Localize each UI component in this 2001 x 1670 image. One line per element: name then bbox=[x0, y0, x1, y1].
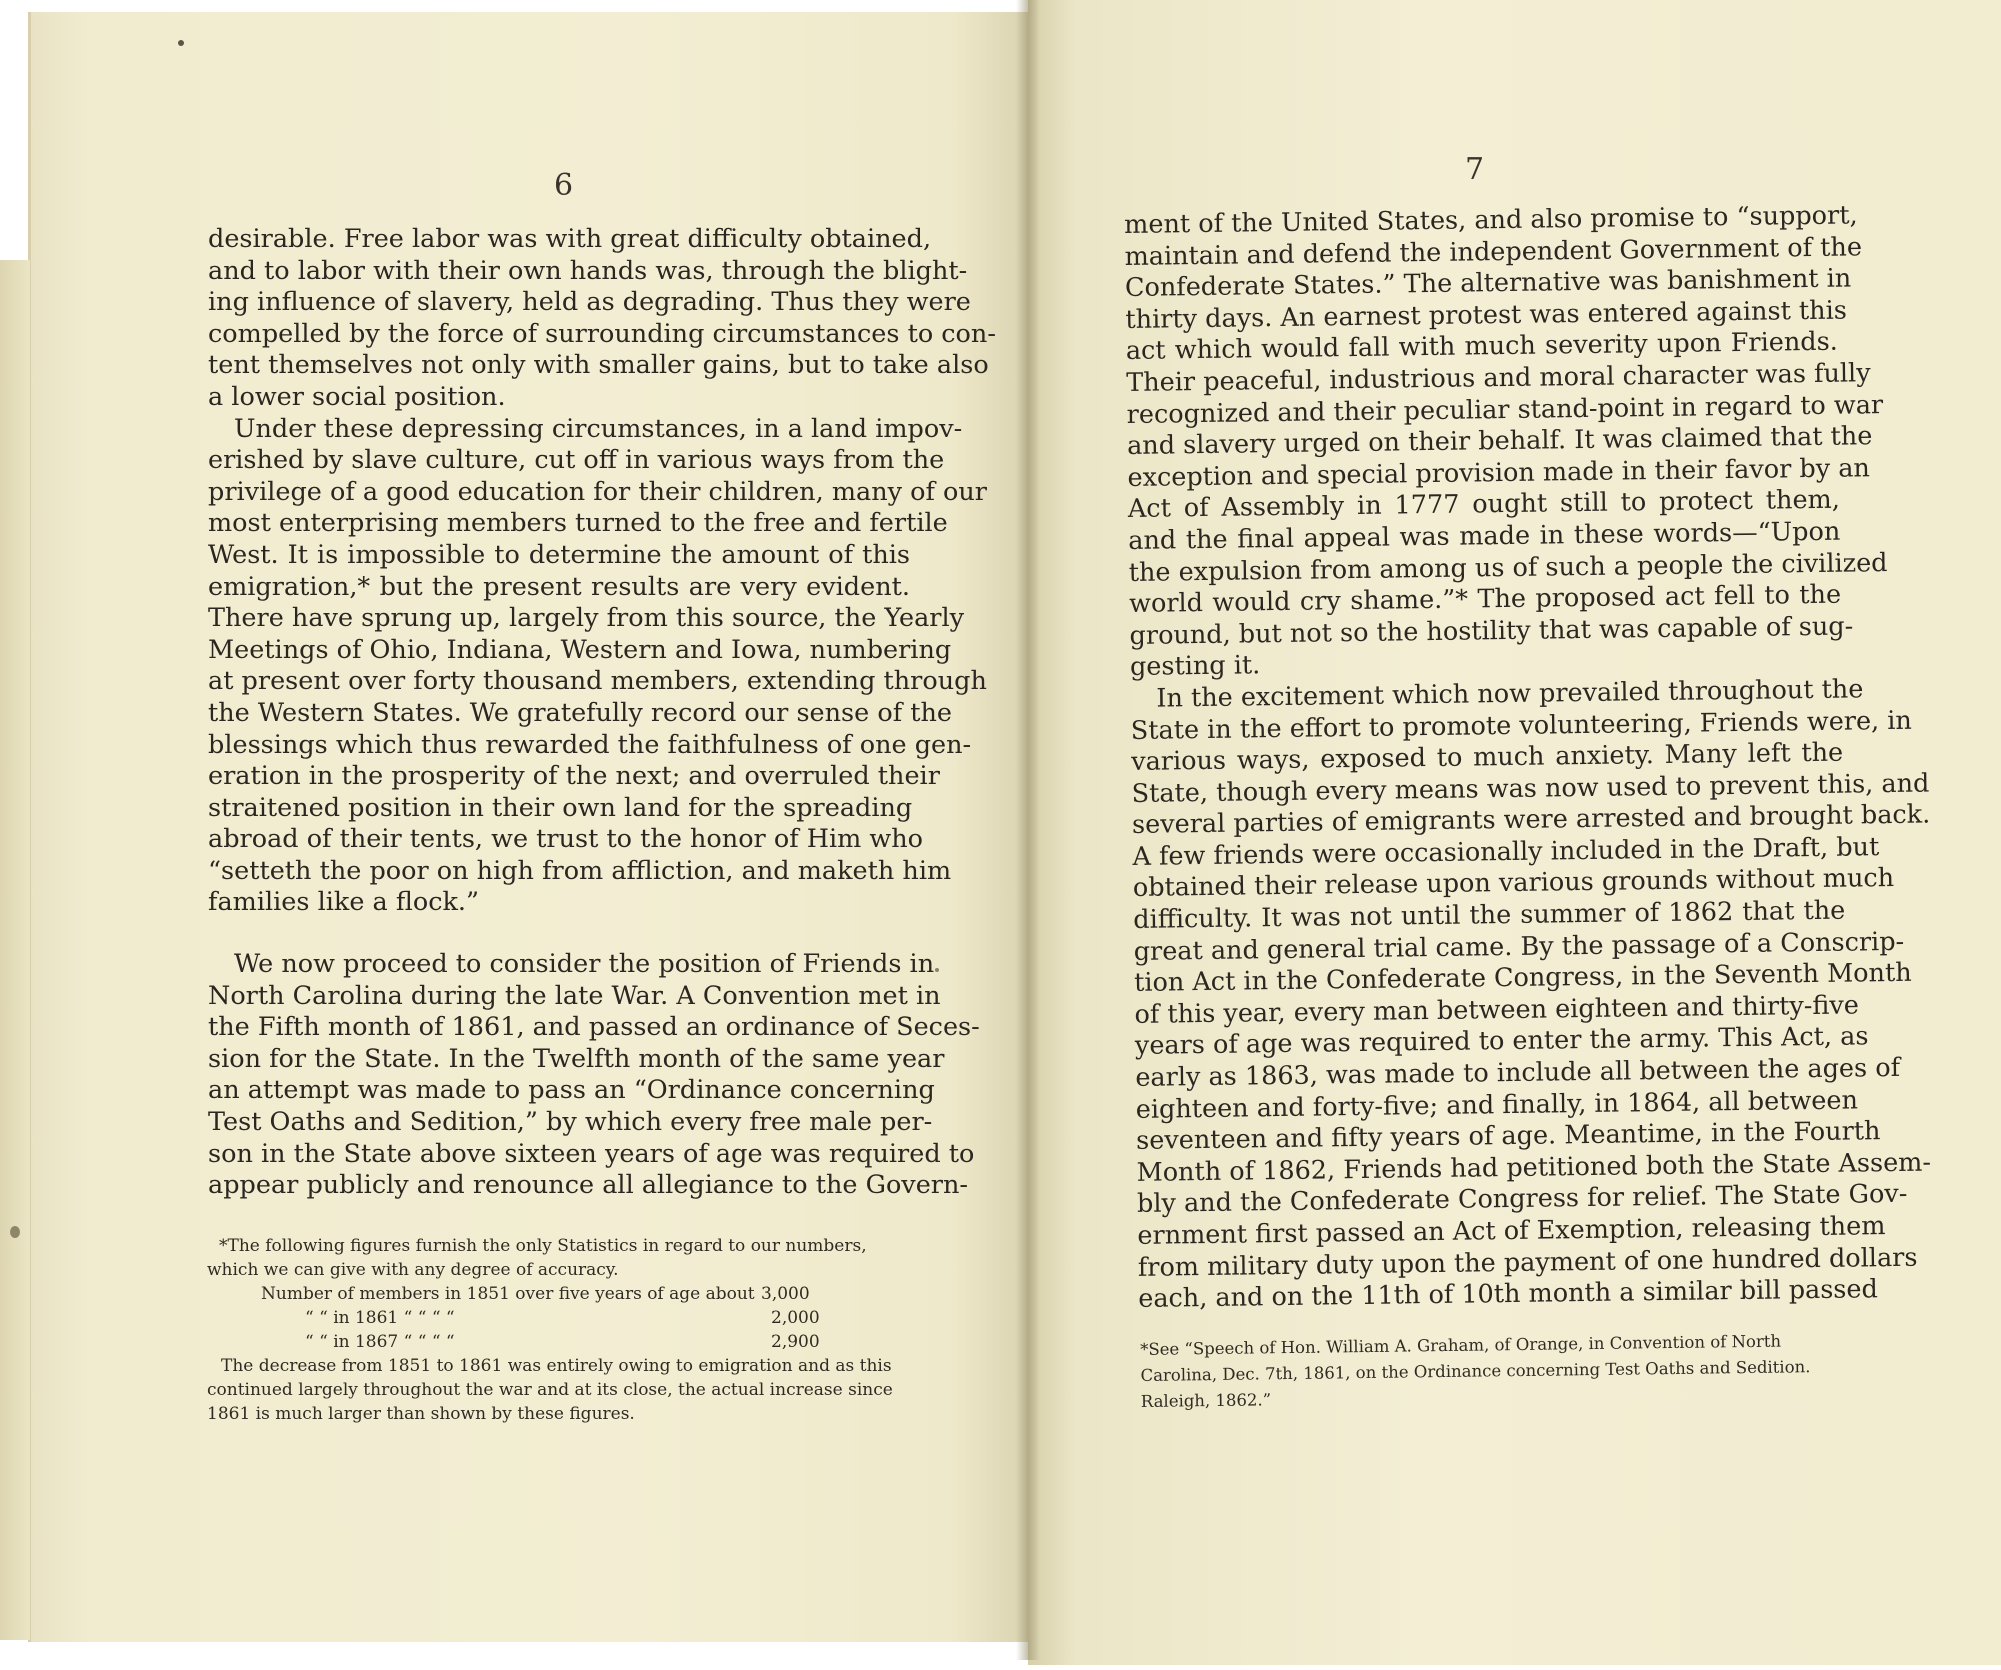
left-footnote bbox=[207, 1234, 913, 1426]
paragraph bbox=[208, 413, 987, 920]
text-line: eighteen and forty-five; and finally, in 1864, all between bbox=[1135, 1085, 1859, 1125]
text-line: great and general trial came. By the passage of a Conscrip- bbox=[1133, 926, 1905, 967]
text-line: early as 1863, was made to include all between the ages of bbox=[1135, 1052, 1901, 1093]
text-line: families like a flock.” bbox=[208, 887, 480, 918]
text-line: compelled by the force of surrounding circumstances to con- bbox=[208, 318, 996, 349]
footnote-line: The decrease from 1851 to 1861 was entirely owing to emigration and as this bbox=[221, 1356, 892, 1376]
text-line: There have sprung up, largely from this source, the Yearly bbox=[208, 603, 965, 634]
text-line: of this year, every man between eighteen and thirty-five bbox=[1134, 990, 1860, 1030]
text-line: ment of the United States, and also promise to “support, bbox=[1124, 200, 1858, 240]
statistics-row bbox=[305, 1306, 913, 1330]
text-line: bly and the Confederate Congress for relief. The State Gov- bbox=[1136, 1179, 1908, 1220]
statistics-label: “ “ in 1867 “ “ “ “ bbox=[305, 1332, 455, 1352]
text-line: obtained their release upon various grounds without much bbox=[1132, 863, 1895, 904]
left-body-text bbox=[208, 224, 996, 1202]
text-line: difficulty. It was not until the summer of 1862 that the bbox=[1133, 895, 1846, 936]
footnote-line: which we can give with any degree of accuracy. bbox=[207, 1260, 619, 1280]
text-line: In the excitement which now prevailed throughout the bbox=[1156, 674, 1864, 714]
text-line: Test Oaths and Sedition,” by which every free male per- bbox=[208, 1107, 933, 1138]
text-line: the Western States. We gratefully record our sense of the bbox=[208, 697, 952, 728]
text-line: North Carolina during the late War. A Convention met in bbox=[208, 980, 941, 1011]
text-line: sion for the State. In the Twelfth month of the same year bbox=[208, 1043, 945, 1074]
footnote-line: *The following figures furnish the only Statistics in regard to our numbers, bbox=[219, 1236, 867, 1256]
text-line: Under these depressing circumstances, in a land impov- bbox=[234, 413, 963, 444]
page-number-left: 6 bbox=[554, 168, 574, 203]
footnote-line: *See “Speech of Hon. William A. Graham, of Orange, in Convention of North bbox=[1140, 1331, 1782, 1359]
text-line: emigration,* but the present results are very evident. bbox=[208, 571, 910, 602]
text-line: the Fifth month of 1861, and passed an ordinance of Seces- bbox=[208, 1012, 980, 1043]
ink-speck bbox=[10, 1226, 20, 1238]
text-line: gesting it. bbox=[1129, 650, 1261, 683]
right-body-text bbox=[1124, 200, 1932, 1316]
text-line: several parties of emigrants were arrested and brought back. bbox=[1131, 799, 1931, 841]
paragraph bbox=[208, 224, 996, 414]
text-line: blessings which thus rewarded the faithfulness of one gen- bbox=[208, 729, 972, 760]
text-line: exception and special provision made in their favor by an bbox=[1127, 453, 1871, 493]
text-line: privilege of a good education for their children, many of our bbox=[208, 476, 987, 507]
text-line: world would cry shame.”* The proposed act fell to the bbox=[1128, 579, 1842, 620]
statistics-label: Number of members in 1851 over five years of age about bbox=[261, 1284, 755, 1304]
ink-speck bbox=[935, 968, 939, 972]
page-edge bbox=[0, 260, 30, 1640]
text-line: abroad of their tents, we trust to the honor of Him who bbox=[208, 824, 924, 855]
ink-speck bbox=[178, 40, 184, 46]
text-line: years of age was required to enter the army. This Act, as bbox=[1134, 1021, 1869, 1062]
statistics-value: 2,000 bbox=[771, 1308, 820, 1328]
text-line: seventeen and fifty years of age. Meantime, in the Fourth bbox=[1135, 1116, 1881, 1157]
text-line: A few friends were occasionally included in the Draft, but bbox=[1132, 832, 1880, 872]
footnote-line: Raleigh, 1862.” bbox=[1140, 1390, 1272, 1411]
text-line: most enterprising members turned to the free and fertile bbox=[208, 508, 948, 539]
text-line: tent themselves not only with smaller gains, but to take also bbox=[208, 350, 989, 381]
paragraph bbox=[1130, 674, 1932, 1316]
text-line: ing influence of slavery, held as degrading. Thus they were bbox=[208, 287, 971, 318]
text-line: at present over forty thousand members, extending through bbox=[208, 666, 987, 697]
text-line: Their peaceful, industrious and moral character was fully bbox=[1126, 358, 1871, 398]
text-line: erished by slave culture, cut off in various ways from the bbox=[208, 445, 945, 476]
text-line: a lower social position. bbox=[208, 381, 506, 412]
text-line: straitened position in their own land for the spreading bbox=[208, 792, 913, 823]
footnote-line: 1861 is much larger than shown by these figures. bbox=[207, 1404, 635, 1424]
paragraph bbox=[1124, 200, 1888, 684]
text-line: recognized and their peculiar stand-point in regard to war bbox=[1126, 389, 1884, 430]
text-line: appear publicly and renounce all allegiance to the Govern- bbox=[208, 1170, 969, 1201]
text-line: ernment first passed an Act of Exemption, releasing them bbox=[1137, 1211, 1886, 1251]
footnote-line: Carolina, Dec. 7th, 1861, on the Ordinance concerning Test Oaths and Sedition. bbox=[1140, 1357, 1811, 1385]
statistics-row bbox=[261, 1282, 913, 1306]
statistics-row bbox=[305, 1330, 913, 1354]
text-line: son in the State above sixteen years of age was required to bbox=[208, 1138, 975, 1169]
text-line: and to labor with their own hands was, through the blight- bbox=[208, 255, 968, 286]
text-line: We now proceed to consider the position of Friends in bbox=[234, 949, 935, 980]
text-line: Month of 1862, Friends had petitioned both the State Assem- bbox=[1136, 1147, 1932, 1188]
text-line: the expulsion from among us of such a people the civilized bbox=[1128, 547, 1888, 588]
text-line: eration in the prosperity of the next; and overruled their bbox=[208, 761, 940, 792]
statistics-value: 3,000 bbox=[761, 1284, 810, 1304]
paragraph bbox=[208, 949, 980, 1202]
text-line: and the final appeal was made in these words—“Upon bbox=[1128, 516, 1841, 556]
text-line: each, and on the 11th of 10th month a similar bill passed bbox=[1138, 1274, 1879, 1315]
text-line: maintain and defend the independent Government of the bbox=[1124, 231, 1863, 272]
page-number-right: 7 bbox=[1465, 152, 1485, 187]
text-line: State in the effort to promote volunteering, Friends were, in bbox=[1130, 705, 1913, 746]
text-line: desirable. Free labor was with great difficulty obtained, bbox=[208, 224, 932, 254]
text-line: Act of Assembly in 1777 ought still to protect them, bbox=[1127, 484, 1841, 525]
footnote-line: continued largely throughout the war and at its close, the actual increase since bbox=[207, 1380, 893, 1400]
statistics-value: 2,900 bbox=[771, 1332, 820, 1352]
book-gutter bbox=[1016, 0, 1040, 1660]
text-line: an attempt was made to pass an “Ordinance concerning bbox=[208, 1075, 935, 1106]
statistics-label: “ “ in 1861 “ “ “ “ bbox=[305, 1308, 455, 1328]
text-line: various ways, exposed to much anxiety. Many left the bbox=[1131, 737, 1844, 778]
text-line: West. It is impossible to determine the amount of this bbox=[208, 539, 910, 570]
text-line: Meetings of Ohio, Indiana, Western and Iowa, numbering bbox=[208, 634, 952, 665]
text-line: State, though every means was now used to prevent this, and bbox=[1131, 768, 1930, 809]
text-line: Confederate States.” The alternative was banishment in bbox=[1124, 263, 1852, 304]
right-footnote bbox=[1140, 1328, 1841, 1415]
text-line: tion Act in the Confederate Congress, in the Seventh Month bbox=[1133, 958, 1912, 999]
text-line: from military duty upon the payment of one hundred dollars bbox=[1137, 1242, 1918, 1283]
text-line: thirty days. An earnest protest was entered against this bbox=[1125, 295, 1848, 335]
text-line: “setteth the poor on high from affliction, and maketh him bbox=[208, 855, 952, 886]
text-line: ground, but not so the hostility that was capable of sug- bbox=[1129, 611, 1854, 651]
text-line: and slavery urged on their behalf. It was claimed that the bbox=[1126, 421, 1873, 462]
text-line: act which would fall with much severity upon Friends. bbox=[1125, 327, 1838, 367]
